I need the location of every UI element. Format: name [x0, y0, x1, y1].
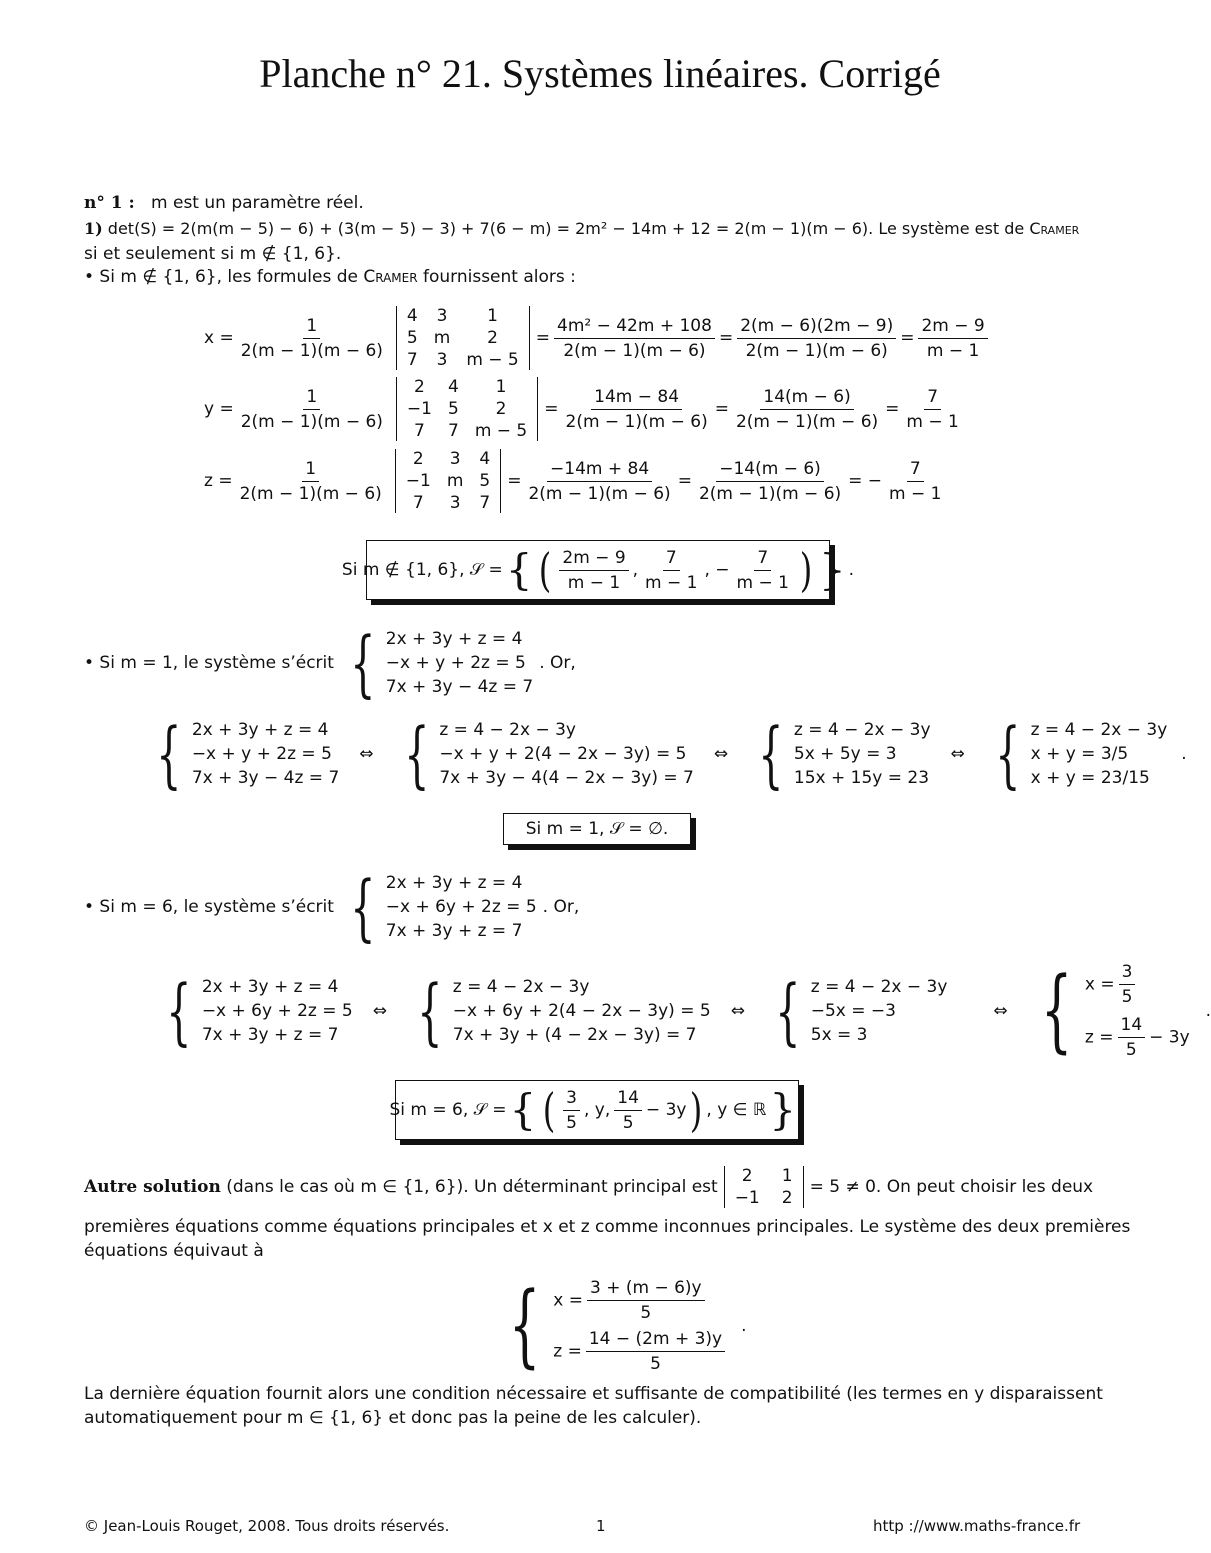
right-paren: )	[690, 1083, 703, 1137]
den: m − 1	[645, 572, 698, 593]
conclusion-line-2: automatiquement pour m ∈ {1, 6} et donc pas la peine de les calculer).	[84, 1408, 702, 1428]
det-cell: 7	[414, 421, 425, 441]
equivalence-symbol: ⇔	[359, 744, 374, 764]
z-value	[586, 1329, 725, 1374]
det-cell: 2	[414, 377, 425, 397]
system	[340, 865, 537, 949]
autre-title: Autre solution	[84, 1177, 221, 1197]
coef-den: 2(m − 1)(m − 6)	[240, 411, 383, 432]
or-text: . Or,	[542, 897, 580, 917]
coef-den: 2(m − 1)(m − 6)	[240, 340, 383, 361]
num: 4m² − 42m + 108	[554, 316, 715, 339]
num: 14	[614, 1088, 642, 1111]
determinant-line	[84, 219, 1079, 238]
brace: {	[1040, 958, 1073, 1063]
left-paren: (	[542, 1083, 556, 1137]
right-brace: }	[818, 545, 846, 594]
brace: {	[403, 712, 430, 796]
left-brace: {	[509, 1085, 537, 1134]
sol-y	[642, 548, 700, 593]
system	[1028, 958, 1190, 1063]
autre-text: (dans le cas où m ∈ {1, 6}). Un déterminant principal est	[226, 1177, 718, 1197]
det-cell: 3	[436, 306, 448, 326]
equation: 7x + 3y + z = 7	[201, 1025, 339, 1045]
z-lhs: z =	[204, 471, 233, 491]
det-cell: 1	[487, 306, 498, 326]
x-value	[1119, 962, 1136, 1007]
lhs: x =	[553, 1290, 583, 1311]
equation: z = 4 − 2x − 3y	[452, 977, 590, 997]
sol-x	[559, 548, 628, 593]
den: 2(m − 1)(m − 6)	[565, 411, 708, 432]
equation: 7x + 3y − 4z = 7	[191, 768, 340, 788]
equation: −x + 6y + 2z = 5	[385, 897, 537, 917]
det-cell: 7	[412, 493, 424, 513]
equivalence-symbol: ⇔	[713, 744, 729, 764]
den: 5	[1121, 987, 1133, 1007]
den: 2(m − 1)(m − 6)	[745, 340, 888, 361]
result-box-m6: Si m = 6, 𝒮 = { ( $\frac{3}{5}$ , y, $\frac{14}{5}$ − 3y ) , y ∈ ℝ } .	[395, 1080, 799, 1140]
equation: −x + y + 2z = 5	[191, 744, 332, 764]
det-cell: 3	[436, 350, 448, 370]
num: 14(m − 6)	[760, 387, 853, 410]
exercise-intro	[84, 193, 364, 213]
cramer-condition: si et seulement si m ∉ {1, 6}.	[84, 244, 342, 264]
autre-line-3: équations équivaut à	[84, 1241, 264, 1261]
num: 14	[1118, 1015, 1146, 1038]
left-paren: (	[539, 543, 552, 597]
case-m6-statement	[84, 865, 580, 949]
cramer-name-2: Cramer	[363, 267, 418, 287]
intro-text: m est un paramètre réel.	[151, 193, 364, 213]
system	[496, 1273, 729, 1378]
equation: 2x + 3y + z = 4	[191, 720, 329, 740]
den: m − 1	[906, 411, 959, 432]
right-brace: }	[769, 1085, 797, 1134]
equiv-z	[553, 1329, 729, 1374]
det-cell: −1	[734, 1188, 760, 1208]
z-value	[1118, 1015, 1146, 1060]
box-prefix: Si m ∉ {1, 6}, 𝒮 =	[341, 560, 503, 580]
box-prefix: Si m = 6, 𝒮 =	[389, 1100, 507, 1120]
det-cell: 2	[487, 328, 498, 348]
det-cell: 5	[479, 471, 491, 491]
equation: x + y = 3/5	[1030, 744, 1129, 764]
exercise-label: n° 1 :	[84, 193, 135, 213]
case-text: • Si m = 1, le système s’écrit	[84, 653, 334, 673]
equation: 7x + 3y − 4z = 7	[385, 677, 534, 697]
num: 7	[754, 548, 771, 571]
coef-fraction	[238, 316, 386, 361]
den: 5	[650, 1354, 661, 1374]
num: 2m − 9	[559, 548, 628, 571]
footer-url[interactable]: http ://www.maths-france.fr	[873, 1517, 1081, 1535]
autre-after: = 5 ≠ 0. On peut choisir les deux	[809, 1177, 1094, 1197]
brace: {	[758, 712, 784, 796]
equation: 2x + 3y + z = 4	[385, 873, 523, 893]
det-cell: 7	[447, 421, 459, 441]
coef-fraction	[237, 459, 385, 504]
brace: {	[156, 712, 182, 796]
det-cell: 2	[781, 1188, 793, 1208]
brace: {	[508, 1273, 541, 1378]
det-cell: 2	[741, 1166, 753, 1186]
final-x	[1085, 962, 1190, 1007]
den: 5	[566, 1112, 577, 1133]
box-mid: , y,	[584, 1100, 611, 1120]
det-cell: 7	[479, 493, 491, 513]
x-step-1	[554, 316, 715, 361]
det-cell: 1	[781, 1166, 793, 1186]
part-number: 1)	[84, 219, 103, 238]
num: 7	[924, 387, 941, 410]
cramer-bullet	[84, 267, 576, 287]
system	[156, 969, 353, 1053]
det-cell: 3	[449, 493, 461, 513]
y-result	[903, 387, 961, 432]
case-text: • Si m = 6, le système s’écrit	[84, 897, 334, 917]
equation: −x + 6y + 2(4 − 2x − 3y) = 5	[452, 1001, 711, 1021]
page-title: Planche n° 21. Systèmes linéaires. Corrigé	[259, 51, 941, 96]
system	[748, 712, 931, 796]
brace: {	[417, 969, 443, 1053]
num: 2m − 9	[918, 316, 987, 339]
case-m1-statement	[84, 621, 576, 705]
brace: {	[350, 865, 376, 949]
num: 7	[907, 459, 924, 482]
case-m1-chain: { 2x + 3y + z = 4 −x + y + 2z = 5 7x + 3y − 4z = 7 ⇔ { z = 4 − 2x − 3y −x + y + 2(4 − 2x − 3y) = 5 7x + 3y − 4(4 − 2x − 3y) = 7 ⇔ { z = 4 − 2x − 3y 5x + 5y = 3 15x + 15y = 23 ⇔ { z = 4 − 2x − 3y x + y = 3/5 x + y = 23/15 .	[140, 718, 1187, 790]
z-step-2	[696, 459, 844, 504]
rest: − 3y	[1149, 1027, 1190, 1048]
equation: z = 4 − 2x − 3y	[793, 720, 931, 740]
num: −14m + 84	[547, 459, 652, 482]
den: 5	[1125, 1040, 1137, 1060]
coef-num: 1	[303, 387, 320, 410]
x-determinant	[396, 306, 530, 370]
equation: 7x + 3y − 4(4 − 2x − 3y) = 7	[439, 768, 694, 788]
det-cell: 3	[449, 449, 461, 469]
y-step-2	[733, 387, 881, 432]
num: 3	[1119, 962, 1136, 985]
den: m − 1	[889, 483, 942, 504]
cramer-name: Cramer	[1029, 219, 1080, 238]
box-rest: − 3y	[645, 1100, 687, 1120]
system	[985, 712, 1168, 796]
y-determinant	[396, 377, 538, 441]
num: 7	[663, 548, 680, 571]
num: 14m − 84	[591, 387, 682, 410]
result-box-m1: Si m = 1, 𝒮 = ∅.	[503, 813, 691, 845]
det-cell: 2	[412, 449, 424, 469]
det-cell: −1	[406, 399, 432, 419]
equation: x + y = 23/15	[1030, 768, 1150, 788]
autre-solution-line	[84, 1166, 1093, 1208]
den: 5	[640, 1303, 652, 1323]
equation: z = 4 − 2x − 3y	[1030, 720, 1168, 740]
equation: −x + y + 2(4 − 2x − 3y) = 5	[439, 744, 687, 764]
sol-x	[563, 1088, 580, 1133]
equivalent-system: { x = $\frac{3 + (m - 6)y}{5}$ z = $\frac{14 - (2m + 3)y}{5}$ .	[490, 1278, 747, 1374]
x-result	[918, 316, 987, 361]
y-step-1	[563, 387, 711, 432]
y-formula: y = $\frac{1}{2(m - 1)(m - 6)}$ 2 4 1 −1 5 2 7 7 m − 5 = $\frac{14m - 84}{2(m - 1)(m - 6)}$ = $\frac{14(m - 6)}{2(m - 1)(m - 6)}$ = $\frac{7}{m - 1}$	[204, 377, 966, 441]
det-cell: 5	[406, 328, 418, 348]
principal-determinant	[724, 1166, 804, 1208]
left-brace: {	[505, 545, 533, 594]
or-text: . Or,	[539, 653, 576, 673]
lhs: z =	[553, 1341, 582, 1362]
num: 2(m − 6)(2m − 9)	[737, 316, 896, 339]
den: m − 1	[567, 572, 621, 593]
equation: 2x + 3y + z = 4	[385, 629, 523, 649]
den: m − 1	[736, 572, 789, 593]
det-cell: 1	[495, 377, 507, 397]
determinant-text: det(S) = 2(m(m − 5) − 6) + (3(m − 5) − 3) + 7(6 − m) = 2m² − 14m + 12 = 2(m − 1)(m − 6). Le système est de	[107, 219, 1025, 238]
sol-z	[734, 548, 792, 593]
den: 2(m − 1)(m − 6)	[528, 483, 671, 504]
x-formula: x = $\frac{1}{2(m - 1)(m - 6)}$ 4 3 1 5 m 2 7 3 m − 5 = $\frac{\text{4m² − 42m + 108}}{2(m - 1)(m - 6)}$ = $\frac{2(m - 6)(2m - 9)}{2(m - 1)(m - 6)}$ = $\frac{2m - 9}{m - 1}$	[204, 306, 992, 370]
det-cell: 4	[447, 377, 459, 397]
coef-num: 1	[302, 459, 319, 482]
equation: −5x = −3	[810, 1001, 896, 1021]
equation: 2x + 3y + z = 4	[201, 977, 339, 997]
bullet-text: • Si m ∉ {1, 6}, les formules de	[84, 267, 358, 287]
footer-page-number: 1	[596, 1517, 606, 1535]
system	[146, 712, 340, 796]
den: 2(m − 1)(m − 6)	[698, 483, 842, 504]
det-cell: 7	[406, 350, 418, 370]
y-lhs: y =	[204, 399, 234, 419]
den: 5	[622, 1112, 634, 1133]
system	[765, 969, 948, 1053]
lhs: z =	[1084, 1027, 1114, 1048]
den: 2(m − 1)(m − 6)	[563, 340, 706, 361]
det-cell: m	[433, 328, 451, 348]
case-m6-chain: { 2x + 3y + z = 4 −x + 6y + 2z = 5 7x + 3y + z = 7 ⇔ { z = 4 − 2x − 3y −x + 6y + 2(4 − 2x − 3y) = 5 7x + 3y + (4 − 2x − 3y) = 7 ⇔ { z = 4 − 2x − 3y −5x = −3 5x = 3 ⇔ { x = $\frac{3}{5}$ z = $\frac{14}{5}$ − 3y .	[150, 962, 1211, 1060]
z-result	[886, 459, 944, 504]
system	[407, 969, 711, 1053]
det-cell: 5	[447, 399, 459, 419]
coef-fraction	[238, 387, 386, 432]
den: 2(m − 1)(m − 6)	[735, 411, 879, 432]
equivalence-symbol: ⇔	[372, 1001, 387, 1021]
equivalence-symbol: ⇔	[993, 1001, 1008, 1021]
equiv-x	[553, 1278, 729, 1323]
det-cell: −1	[405, 471, 431, 491]
equation: 7x + 3y + z = 7	[385, 921, 523, 941]
result-box-general: Si m ∉ {1, 6}, 𝒮 = { ( $\frac{2m - 9}{m - 1}$ , $\frac{7}{m - 1}$ , − $\frac{7}{m - 1}$ ) } .	[366, 540, 830, 600]
equation: 5x + 5y = 3	[793, 744, 897, 764]
right-paren: )	[799, 543, 813, 597]
autre-line-2: premières équations comme équations principales et x et z comme inconnues principales. Le système des deux premières	[84, 1217, 1131, 1237]
box-post: , y ∈ ℝ	[706, 1100, 767, 1120]
det-cell: m − 5	[466, 350, 519, 370]
num: 14 − (2m + 3)y	[586, 1329, 725, 1352]
num: 3 + (m − 6)y	[587, 1278, 705, 1301]
brace: {	[166, 969, 192, 1053]
x-value	[587, 1278, 705, 1323]
footer-copyright: © Jean-Louis Rouget, 2008. Tous droits réservés.	[84, 1517, 450, 1535]
equivalence-symbol: ⇔	[950, 744, 965, 764]
final-z	[1085, 1015, 1190, 1060]
brace: {	[775, 969, 801, 1053]
x-step-2	[737, 316, 896, 361]
brace: {	[350, 621, 376, 705]
coef-den: 2(m − 1)(m − 6)	[239, 483, 382, 504]
det-cell: m − 5	[474, 421, 528, 441]
det-cell: 4	[406, 306, 418, 326]
brace: {	[995, 712, 1021, 796]
equation: z = 4 − 2x − 3y	[810, 977, 948, 997]
x-lhs: x =	[204, 328, 234, 348]
equation: 15x + 15y = 23	[793, 768, 930, 788]
equation: z = 4 − 2x − 3y	[439, 720, 576, 740]
equation: 5x = 3	[810, 1025, 868, 1045]
equivalence-symbol: ⇔	[730, 1001, 745, 1021]
coef-num: 1	[303, 316, 320, 339]
equation: −x + 6y + 2z = 5	[201, 1001, 353, 1021]
system	[340, 621, 534, 705]
z-determinant	[395, 449, 501, 513]
bullet-end: fournissent alors :	[422, 267, 576, 287]
den: m − 1	[926, 340, 980, 361]
equation: 7x + 3y + (4 − 2x − 3y) = 7	[452, 1025, 697, 1045]
num: 3	[563, 1088, 580, 1111]
conclusion-line-1: La dernière équation fournit alors une condition nécessaire et suffisante de compatibilité (les termes en y disparaissent	[84, 1384, 1103, 1404]
det-cell: 4	[479, 449, 491, 469]
equation: −x + y + 2z = 5	[385, 653, 526, 673]
det-cell: m	[446, 471, 464, 491]
det-cell: 2	[495, 399, 507, 419]
num: −14(m − 6)	[716, 459, 824, 482]
z-formula: z = $\frac{1}{2(m - 1)(m - 6)}$ 2 3 4 −1 m 5 7 3 7 = $\frac{-14m + 84}{2(m - 1)(m - 6)}$ = $\frac{-14(m - 6)}{2(m - 1)(m - 6)}$ = − $\frac{7}{m - 1}$	[204, 449, 948, 513]
z-step-1	[525, 459, 673, 504]
sol-z	[614, 1088, 642, 1133]
lhs: x =	[1084, 974, 1115, 995]
system	[394, 712, 694, 796]
